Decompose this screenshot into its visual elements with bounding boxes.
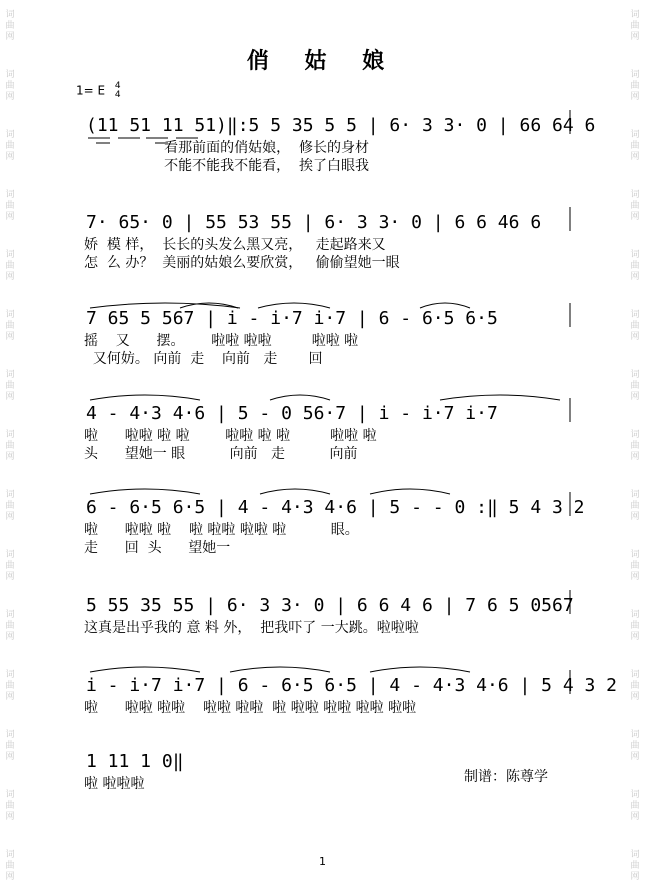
lyric-line: 头 望她一 眼 向前 走 向前 [84,446,358,462]
credit: 制谱：陈尊学 [464,769,548,785]
watermark-text: 词 曲 网 [5,670,15,702]
watermark-text: 词 曲 网 [630,70,640,102]
lyric-line: 啦 啦啦 啦 啦 啦啦 啦啦 啦 眼。 [84,522,359,538]
watermark-text: 词 曲 网 [630,190,640,222]
watermark-text: 词 曲 网 [5,550,15,582]
slur [270,395,330,400]
watermark-text: 词 曲 网 [630,490,640,522]
slur [90,667,200,672]
lyric-line: 娇 模 样， 长长的头发么黑又亮， 走起路来又 [84,237,386,253]
page-number: 1 [319,855,326,868]
watermark-text: 词 曲 网 [5,370,15,402]
lyric-line: 不能不能我不能看， 挨了白眼我 [84,158,370,174]
watermark-text: 词 曲 网 [5,850,15,882]
watermark-text: 词 曲 网 [5,430,15,462]
notation-line: 6 - 6·5 6·5 | 4 - 4·3 4·6 | 5 - - 0 :‖ 5 4 3 2 [86,497,585,518]
watermark-text: 词 曲 网 [5,730,15,762]
lyric-line: 啦 啦啦啦 [84,776,145,792]
slur [370,667,470,672]
watermark-text: 词 曲 网 [630,130,640,162]
watermark-text: 词 曲 网 [630,550,640,582]
watermark-text: 词 曲 网 [630,10,640,42]
slur [90,395,200,400]
watermark-text: 词 曲 网 [630,250,640,282]
lyric-line: 走 回 头 望她一 [84,540,231,556]
watermark-text: 词 曲 网 [5,70,15,102]
notation-line: 4 - 4·3 4·6 | 5 - 0 56·7 | i - i·7 i·7 [86,403,498,424]
notation-line: i - i·7 i·7 | 6 - 6·5 6·5 | 4 - 4·3 4·6 | 5 4 3 2 [86,675,618,696]
watermark-text: 词 曲 网 [630,430,640,462]
lyric-line: 这真是出乎我的 意 料 外， 把我吓了 一大跳。啦啦啦 [84,620,419,636]
notation-line: 1 11 1 0‖ [86,751,184,772]
slur [90,489,200,494]
watermark-text: 词 曲 网 [5,190,15,222]
watermark-text: 词 曲 网 [5,490,15,522]
notation-line: 5 55 35 55 | 6· 3 3· 0 | 6 6 4 6 | 7 6 5 0567 [86,595,574,616]
watermark-text: 词 曲 网 [5,130,15,162]
notation-line: 7· 65· 0 | 55 53 55 | 6· 3 3· 0 | 6 6 46 6 [86,212,542,233]
lyric-line: 摇 又 摆。 啦啦 啦啦 啦啦 啦 [84,333,359,349]
watermark-text: 词 曲 网 [5,10,15,42]
watermark-text: 词 曲 网 [630,790,640,822]
slur [370,489,450,494]
watermark-text: 词 曲 网 [5,250,15,282]
lyric-line: 又何妨。 向前 走 向前 走 回 [84,351,323,367]
lyric-line: 怎 么 办？ 美丽的姑娘么要欣赏， 偷偷望她一眼 [84,255,400,271]
time-signature-bottom: 4 [114,90,121,100]
watermark-text: 词 曲 网 [630,370,640,402]
lyric-line: 啦 啦啦 啦 啦 啦啦 啦 啦 啦啦 啦 [84,428,377,444]
slur [230,667,330,672]
key-label: 1= E [76,83,106,98]
watermark-text: 词 曲 网 [630,850,640,882]
watermark-text: 词 曲 网 [630,670,640,702]
slur [440,395,560,400]
notation-line: (11 51 11 51)‖:5 5 35 5 5 | 6· 3 3· 0 | 66 64 6 [86,115,596,136]
time-signature-top: 4 [114,81,121,91]
notation-line: 7 65 5 567 | i - i·7 i·7 | 6 - 6·5 6·5 [86,308,498,329]
lyric-line: 看那前面的俏姑娘， 修长的身材 [84,140,370,156]
slur [260,489,330,494]
song-title: 俏 姑 娘 [246,49,399,74]
watermark-text: 词 曲 网 [630,310,640,342]
slur [420,303,470,308]
watermark-text: 词 曲 网 [630,610,640,642]
watermark-text: 词 曲 网 [5,310,15,342]
watermark-text: 词 曲 网 [5,610,15,642]
lyric-line: 啦 啦啦 啦啦 啦啦 啦啦 啦 啦啦 啦啦 啦啦 啦啦 [84,700,417,716]
slur [258,303,330,308]
watermark-text: 词 曲 网 [5,790,15,822]
watermark-text: 词 曲 网 [630,730,640,762]
